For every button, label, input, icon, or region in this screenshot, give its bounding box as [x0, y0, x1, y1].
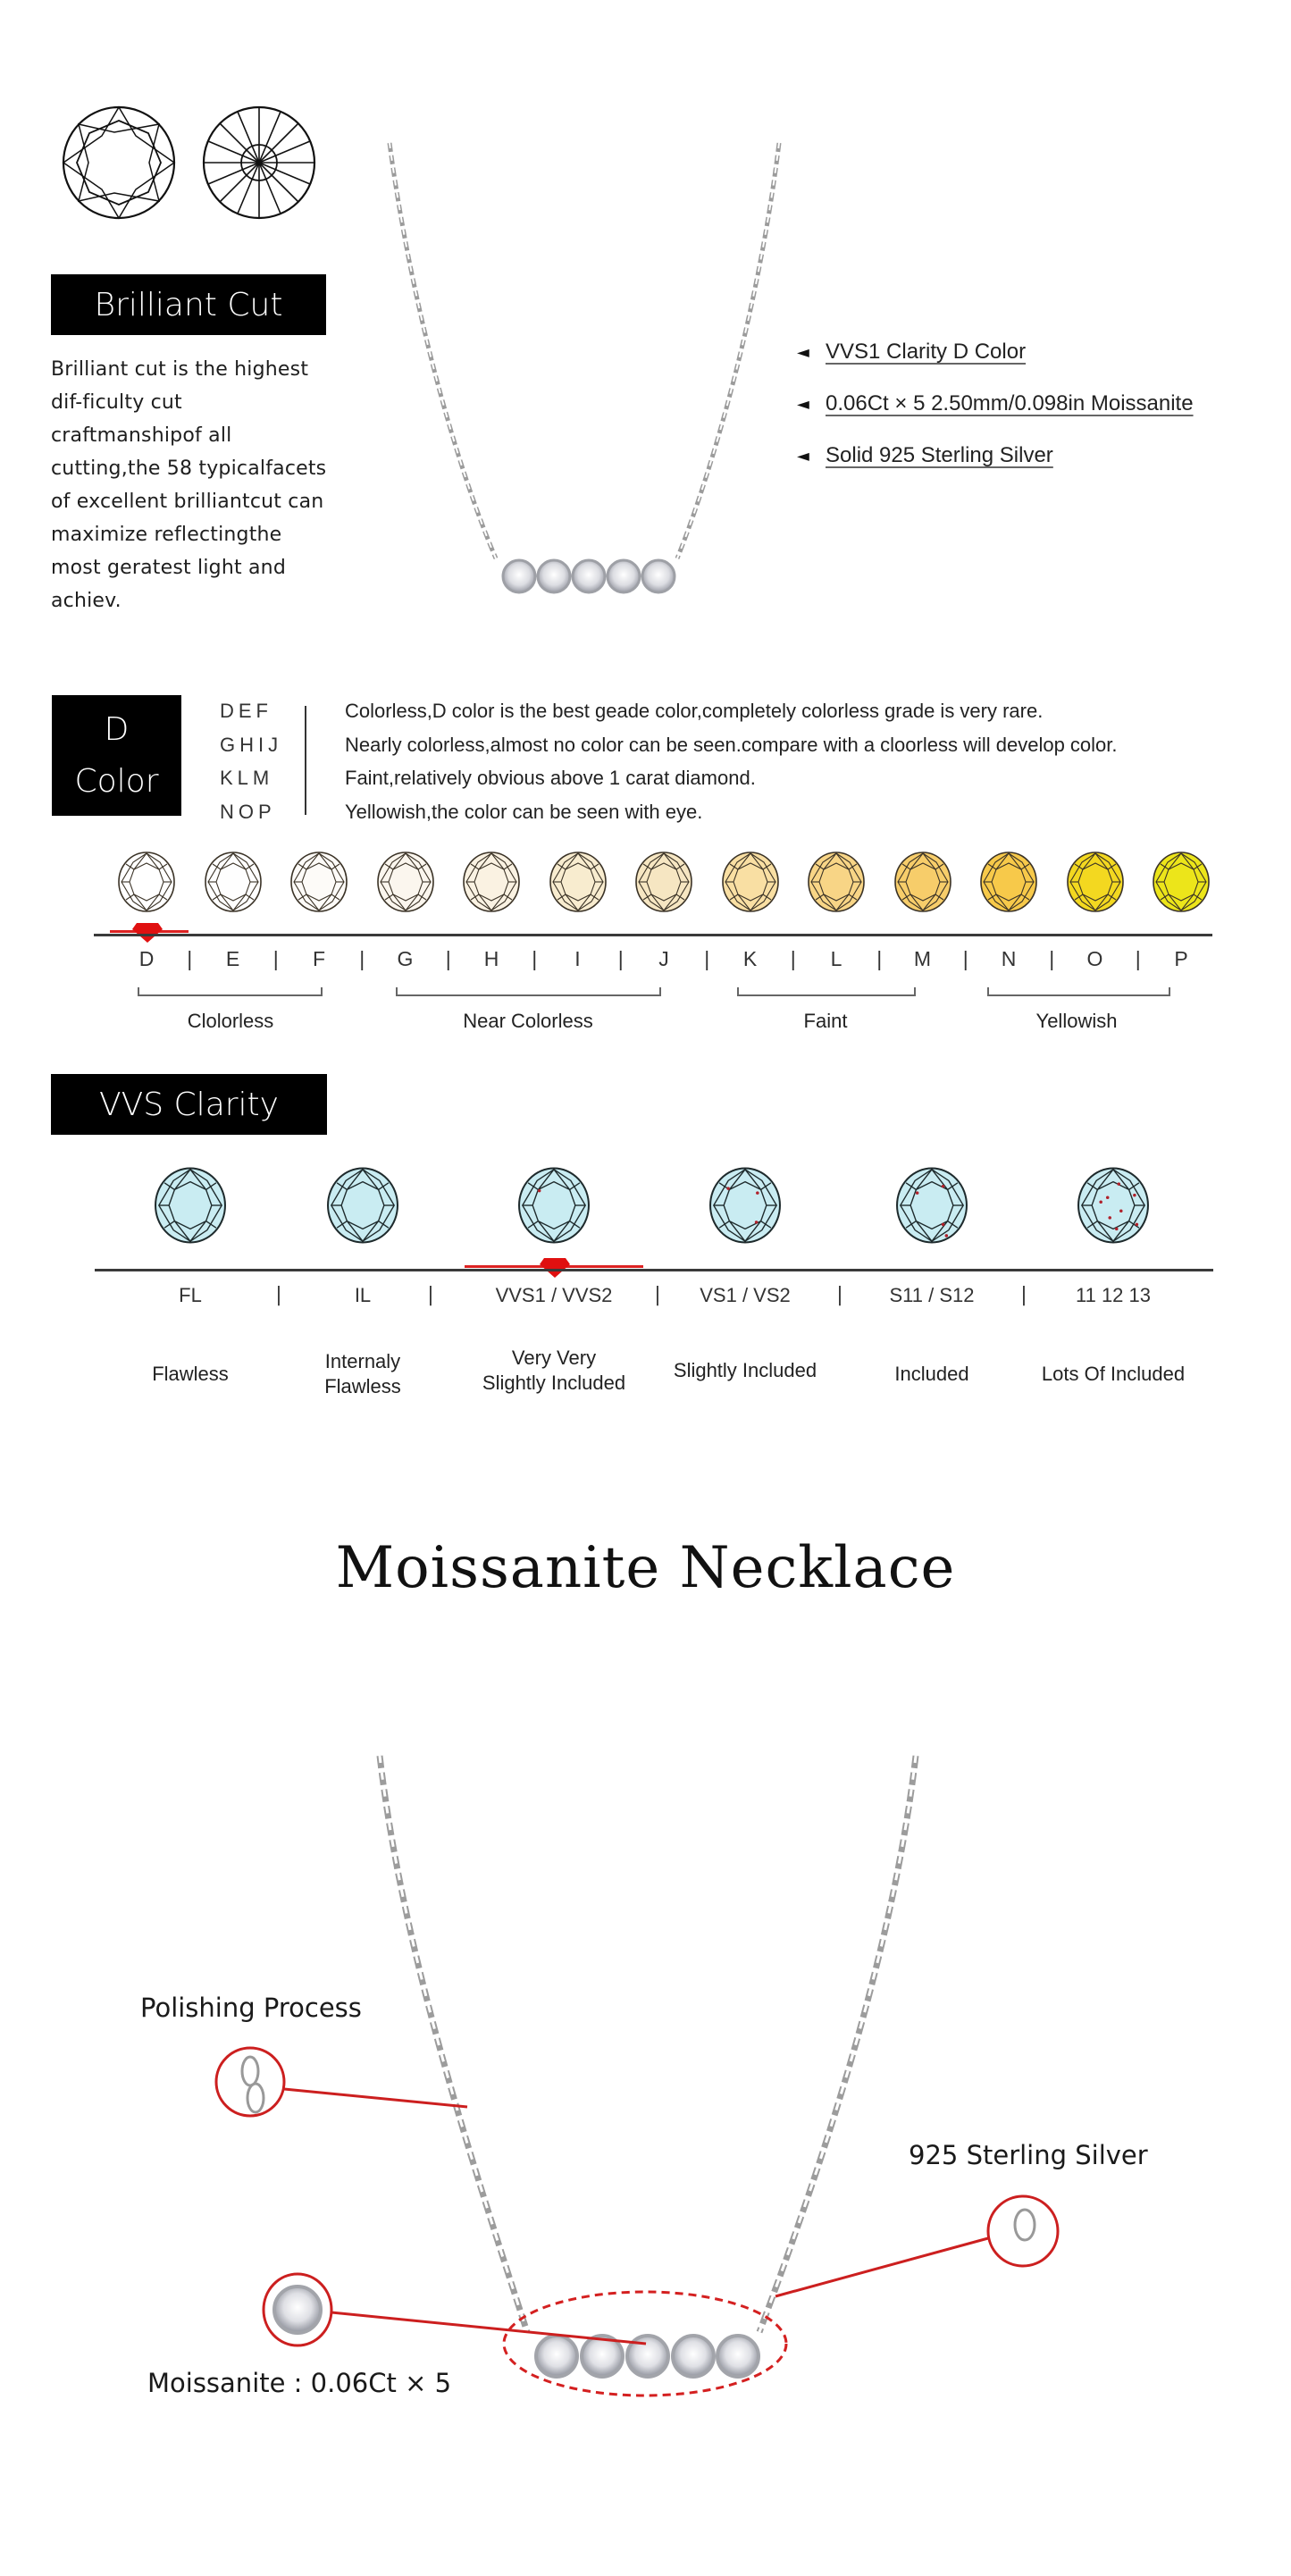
color-grade-f: F [312, 946, 326, 970]
color-grade-separator: | [704, 946, 710, 970]
color-gem-icon-f [289, 851, 348, 913]
color-grade-separator: | [876, 946, 883, 970]
color-grade-separator: | [790, 946, 796, 970]
color-gem-icon-d [117, 851, 176, 913]
color-scale-letters [0, 945, 1291, 972]
color-gem-icon-j [634, 851, 693, 913]
grade-desc-colorless: Colorless,D color is the best geade color,completely colorless grade is very rare. [345, 700, 1044, 722]
group-label-colorless: Clolorless [187, 1010, 274, 1032]
color-gem-icon-e [204, 851, 263, 913]
color-grade-separator: | [617, 946, 624, 970]
clarity-scale-line [95, 1269, 1213, 1271]
color-gem-icon-n [979, 851, 1038, 913]
callout-moissanite: Moissanite : 0.06Ct × 5 [147, 2368, 452, 2398]
grade-divider [305, 706, 306, 815]
spec-item-stone-size[interactable]: ◄ 0.06Ct × 5 2.50mm/0.098in Moissanite [797, 391, 1194, 415]
clarity-gem-icon-2 [325, 1166, 400, 1245]
color-grade-i: I [574, 946, 581, 970]
color-grade-separator: | [532, 946, 538, 970]
color-grade-separator: | [1049, 946, 1055, 970]
group-label-faint: Faint [803, 1010, 848, 1032]
brilliant-cut-description: Brilliant cut is the highest dif-ficulty cut craftmanshipof all cutting,the 58 typicalfacets of excellent brilliantcut can maximize reflectingthe most geratest light and achiev. [51, 358, 327, 612]
color-gem-icon-h [462, 851, 521, 913]
color-grade-p: P [1174, 946, 1188, 970]
color-grade-separator: | [187, 946, 193, 970]
color-gem-icon-l [807, 851, 866, 913]
color-grade-m: M [913, 946, 932, 970]
grade-desc-yellowish: Yellowish,the color can be seen with eye. [345, 800, 703, 823]
grade-letters-ghij: GHIJ [220, 733, 283, 756]
color-grade-o: O [1086, 946, 1103, 970]
brilliant-cut-label: Brilliant Cut [51, 274, 326, 335]
clarity-name-si: Included [894, 1363, 969, 1385]
color-scale-line [94, 934, 1212, 936]
color-grade-separator: | [359, 946, 365, 970]
necklace-chain-left [380, 1756, 527, 2332]
color-gem-icon-m [893, 851, 952, 913]
grade-desc-near-colorless: Nearly colorless,almost no color can be seen.compare with a cloorless will develop color. [345, 733, 1118, 756]
left-arrow-icon: ◄ [797, 342, 809, 362]
crown-facet-diagram-icon [61, 105, 177, 221]
clarity-separator: | [836, 1284, 843, 1306]
grade-letter-groups [220, 694, 282, 828]
vvs-clarity-label: VVS Clarity [51, 1074, 327, 1135]
clarity-name-internally-flawless: Internaly Flawless [324, 1350, 401, 1397]
grade-descriptions [345, 694, 1118, 828]
color-grade-separator: | [272, 946, 279, 970]
clarity-name-vvs: Very Very Slightly Included [482, 1347, 626, 1394]
callout-sterling-silver: 925 Sterling Silver [909, 2140, 1148, 2170]
color-grade-e: E [225, 946, 240, 970]
clarity-gem-icon-5 [894, 1166, 969, 1245]
clarity-separator: | [654, 1284, 661, 1306]
clarity-separator: | [427, 1284, 434, 1306]
bracket-yellowish [987, 987, 1170, 996]
color-grade-n: N [1001, 946, 1017, 970]
color-gem-icon-o [1066, 851, 1125, 913]
clarity-code-il: IL [354, 1284, 372, 1306]
callout-polishing-process: Polishing Process [140, 1993, 362, 2023]
necklace-product-image [375, 125, 786, 608]
spec-item-clarity-color[interactable]: ◄ VVS1 Clarity D Color [797, 340, 1027, 364]
clarity-separator: | [275, 1284, 282, 1306]
color-gem-icon-g [376, 851, 435, 913]
color-grade-l: L [830, 946, 843, 970]
clarity-code-i: 11 12 13 [1075, 1284, 1152, 1306]
left-arrow-icon: ◄ [797, 394, 809, 414]
clarity-code-si: S11 / S12 [889, 1284, 975, 1306]
spec-item-material[interactable]: ◄ Solid 925 Sterling Silver [797, 443, 1053, 467]
red-diamond-marker-icon [540, 1258, 570, 1278]
color-gem-icon-p [1152, 851, 1211, 913]
bracket-faint [737, 987, 916, 996]
product-title: Moissanite Necklace [335, 1535, 956, 1601]
necklace-detail-diagram [0, 1733, 1291, 2466]
color-grade-k: K [742, 946, 758, 970]
clarity-gem-icon-6 [1076, 1166, 1151, 1245]
clarity-name-flawless: Flawless [152, 1363, 229, 1385]
color-grade-j: J [658, 946, 669, 970]
color-grade-separator: | [445, 946, 451, 970]
left-arrow-icon: ◄ [797, 446, 809, 466]
pendant-stones [536, 2336, 759, 2377]
grade-letters-nop: NOP [220, 800, 276, 823]
group-label-yellowish: Yellowish [1035, 1010, 1118, 1032]
color-grade-g: G [397, 946, 414, 970]
d-color-label: D Color [52, 695, 181, 816]
group-label-near-colorless: Near Colorless [463, 1010, 593, 1032]
color-grade-separator: | [962, 946, 968, 970]
clarity-gem-icon-4 [708, 1166, 783, 1245]
color-gem-icon-i [549, 851, 608, 913]
color-grade-h: H [483, 946, 499, 970]
color-grade-separator: | [1135, 946, 1141, 970]
bracket-colorless [138, 987, 323, 996]
color-grade-d: D [138, 946, 155, 970]
red-diamond-marker-icon [132, 923, 163, 943]
bracket-near-colorless [396, 987, 661, 996]
clarity-code-vs: VS1 / VS2 [700, 1284, 791, 1306]
grade-letters-def: DEF [220, 700, 272, 722]
necklace-chain-right [759, 1756, 916, 2332]
pavilion-facet-diagram-icon [201, 105, 317, 221]
clarity-gem-icon-3 [516, 1166, 591, 1245]
spec-list [797, 326, 1194, 482]
clarity-name-i: Lots Of Included [1041, 1363, 1186, 1385]
clarity-code-vvs: VVS1 / VVS2 [495, 1284, 613, 1306]
clarity-name-vs: Slightly Included [673, 1359, 817, 1381]
grade-letters-klm: KLM [220, 767, 274, 789]
clarity-separator: | [1020, 1284, 1027, 1306]
clarity-gem-icon-1 [153, 1166, 228, 1245]
clarity-code-fl: FL [179, 1284, 202, 1306]
color-gem-icon-k [721, 851, 780, 913]
grade-desc-faint: Faint,relatively obvious above 1 carat diamond. [345, 767, 756, 789]
